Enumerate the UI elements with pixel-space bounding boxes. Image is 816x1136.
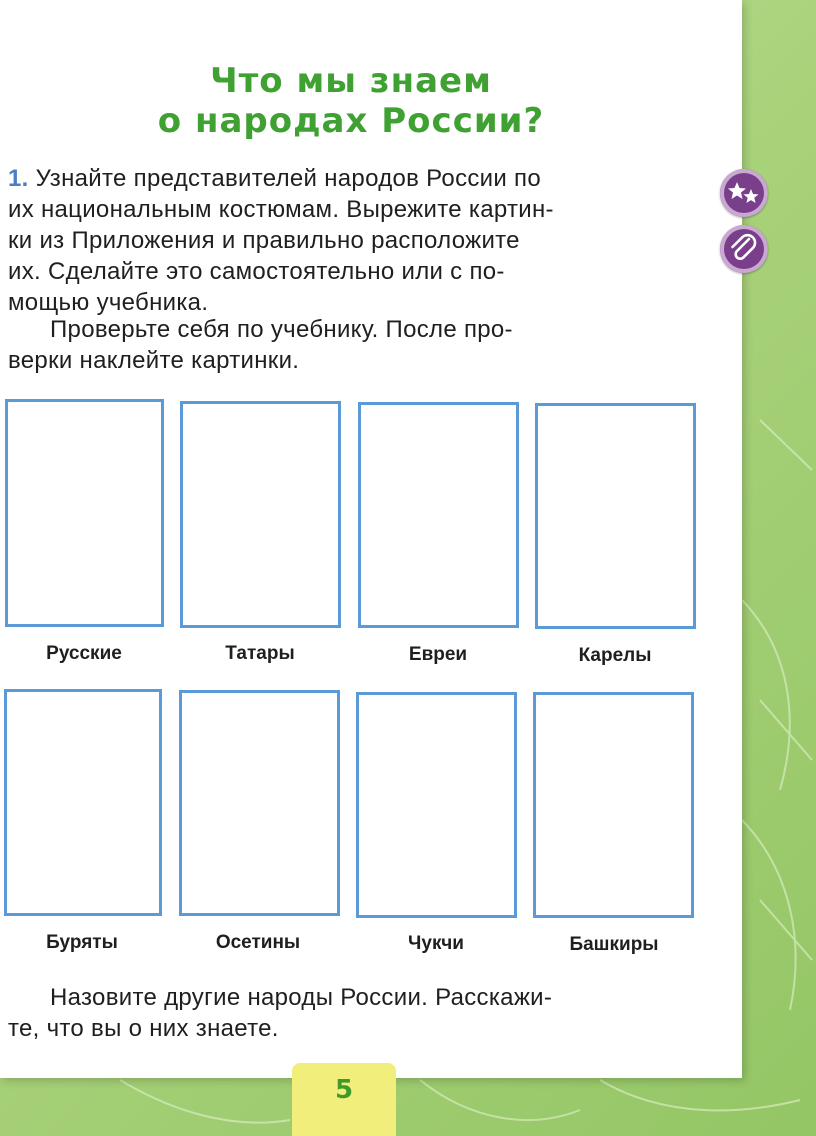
task-line: мощью учебника. (8, 289, 209, 316)
picture-frame-karelians[interactable] (535, 403, 696, 629)
paperclip-icon (720, 225, 768, 273)
picture-frame-tatars[interactable] (180, 401, 341, 628)
caption-russians: Русские (46, 643, 122, 664)
page-title-line-2: о народах России? (157, 101, 545, 141)
caption-chukchi: Чукчи (408, 933, 464, 954)
picture-frame-russians[interactable] (5, 399, 164, 627)
picture-frame-bashkirs[interactable] (533, 692, 694, 918)
task-line: их. Сделайте это самостоятельно или с по- (8, 258, 505, 285)
task-line: их национальным костюмам. Вырежите картин- (8, 196, 554, 223)
task-instructions (8, 163, 696, 318)
check-instructions (8, 314, 696, 376)
caption-jews: Евреи (408, 644, 468, 665)
discussion-line: Назовите другие народы России. Расскажи- (50, 984, 553, 1011)
check-line: Проверьте себя по учебнику. После про- (50, 316, 513, 343)
task-line-text: Узнайте представителей народов России по (35, 165, 541, 192)
stars-icon (720, 169, 768, 217)
picture-frame-buryats[interactable] (4, 689, 162, 916)
picture-frame-chukchi[interactable] (356, 692, 517, 918)
discussion-line: те, что вы о них знаете. (8, 1015, 279, 1042)
page-title-line-1: Что мы знаем (210, 61, 492, 101)
picture-frame-jews[interactable] (358, 402, 519, 628)
caption-buryats: Буряты (46, 932, 118, 953)
caption-ossetians: Осетины (215, 932, 301, 953)
caption-tatars: Татары (225, 643, 295, 664)
caption-karelians: Карелы (578, 645, 652, 666)
task-number: 1. (8, 165, 29, 192)
page-number-tab (292, 1063, 396, 1136)
page-number: 5 (334, 1075, 354, 1105)
check-line: верки наклейте картинки. (8, 347, 300, 374)
task-line (8, 163, 696, 194)
picture-frame-ossetians[interactable] (179, 690, 340, 916)
caption-bashkirs: Башкиры (569, 934, 659, 955)
task-line: ки из Приложения и правильно расположите (8, 227, 520, 254)
discussion-task (8, 982, 696, 1044)
